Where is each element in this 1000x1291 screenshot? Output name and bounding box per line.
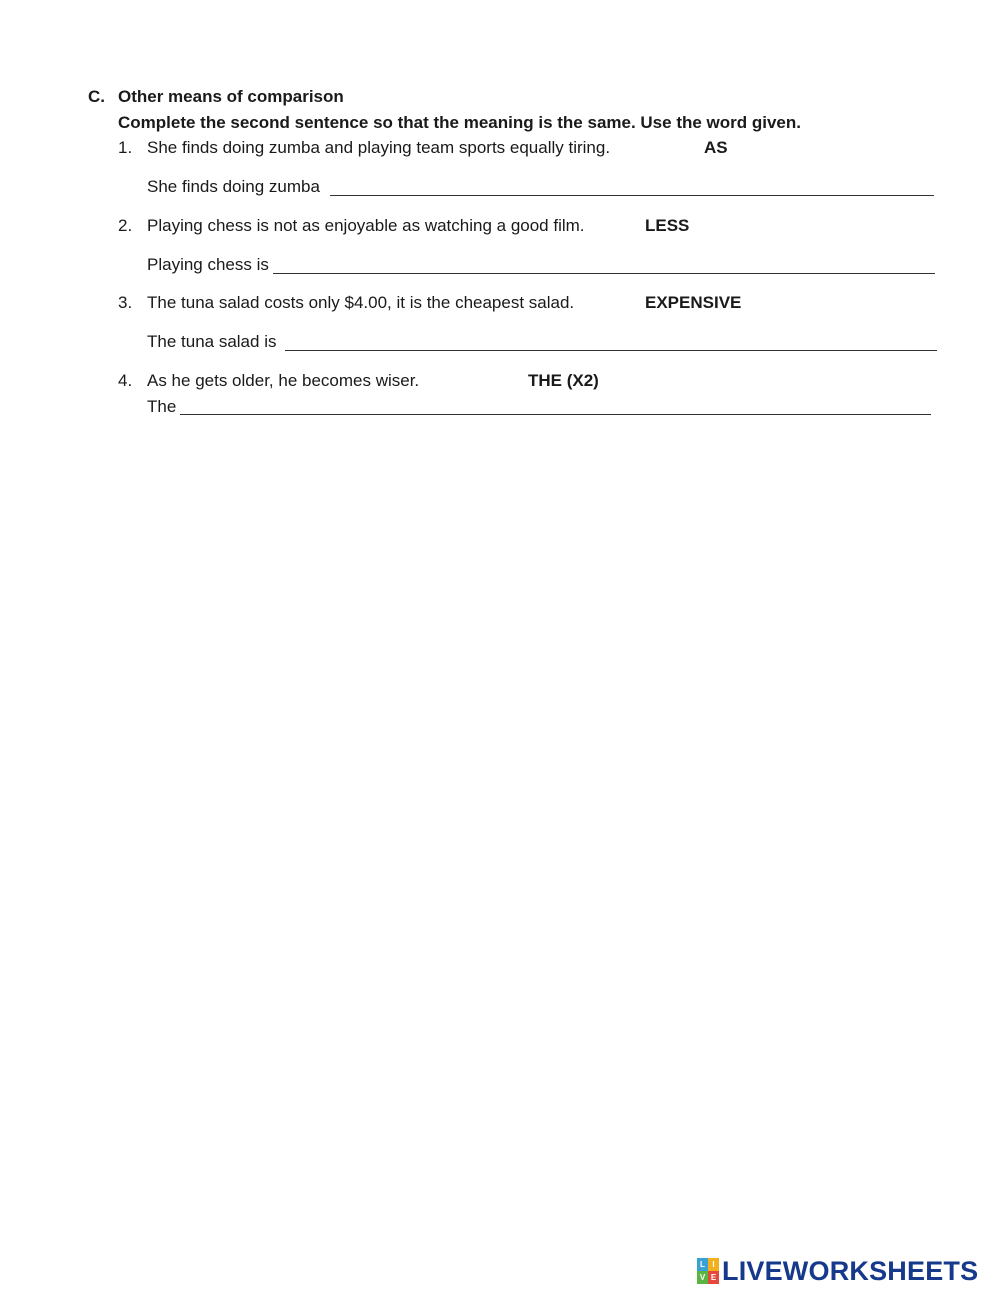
question-keyword: AS	[704, 138, 728, 157]
question-keyword: THE (X2)	[528, 371, 599, 390]
logo-text: LIVEWORKSHEETS	[722, 1256, 979, 1286]
logo-letter: V	[697, 1271, 708, 1284]
logo-letter: E	[708, 1271, 719, 1284]
logo-letter: L	[697, 1258, 708, 1271]
answer-prompt: Playing chess is	[147, 255, 269, 274]
logo-mark-icon	[697, 1258, 719, 1284]
section-letter: C.	[88, 87, 105, 106]
answer-blank[interactable]	[180, 414, 931, 415]
liveworksheets-logo	[697, 1257, 978, 1285]
question-number: 1.	[118, 138, 133, 157]
answer-prompt: The	[147, 397, 177, 416]
question-keyword: LESS	[645, 216, 690, 235]
question-number: 3.	[118, 293, 133, 312]
answer-prompt: She finds doing zumba	[147, 177, 320, 196]
answer-blank[interactable]	[273, 273, 935, 274]
answer-blank[interactable]	[285, 350, 937, 351]
question-sentence: The tuna salad costs only $4.00, it is the cheapest salad.	[147, 293, 575, 312]
question-number: 2.	[118, 216, 133, 235]
answer-blank[interactable]	[330, 195, 934, 196]
question-keyword: EXPENSIVE	[645, 293, 742, 312]
question-number: 4.	[118, 371, 133, 390]
section-title: Other means of comparison	[118, 87, 344, 106]
section-instruction: Complete the second sentence so that the meaning is the same. Use the word given.	[118, 113, 801, 132]
question-sentence: She finds doing zumba and playing team sports equally tiring.	[147, 138, 611, 157]
question-sentence: As he gets older, he becomes wiser.	[147, 371, 420, 390]
answer-prompt: The tuna salad is	[147, 332, 277, 351]
question-sentence: Playing chess is not as enjoyable as watching a good film.	[147, 216, 585, 235]
logo-letter: I	[708, 1258, 719, 1271]
